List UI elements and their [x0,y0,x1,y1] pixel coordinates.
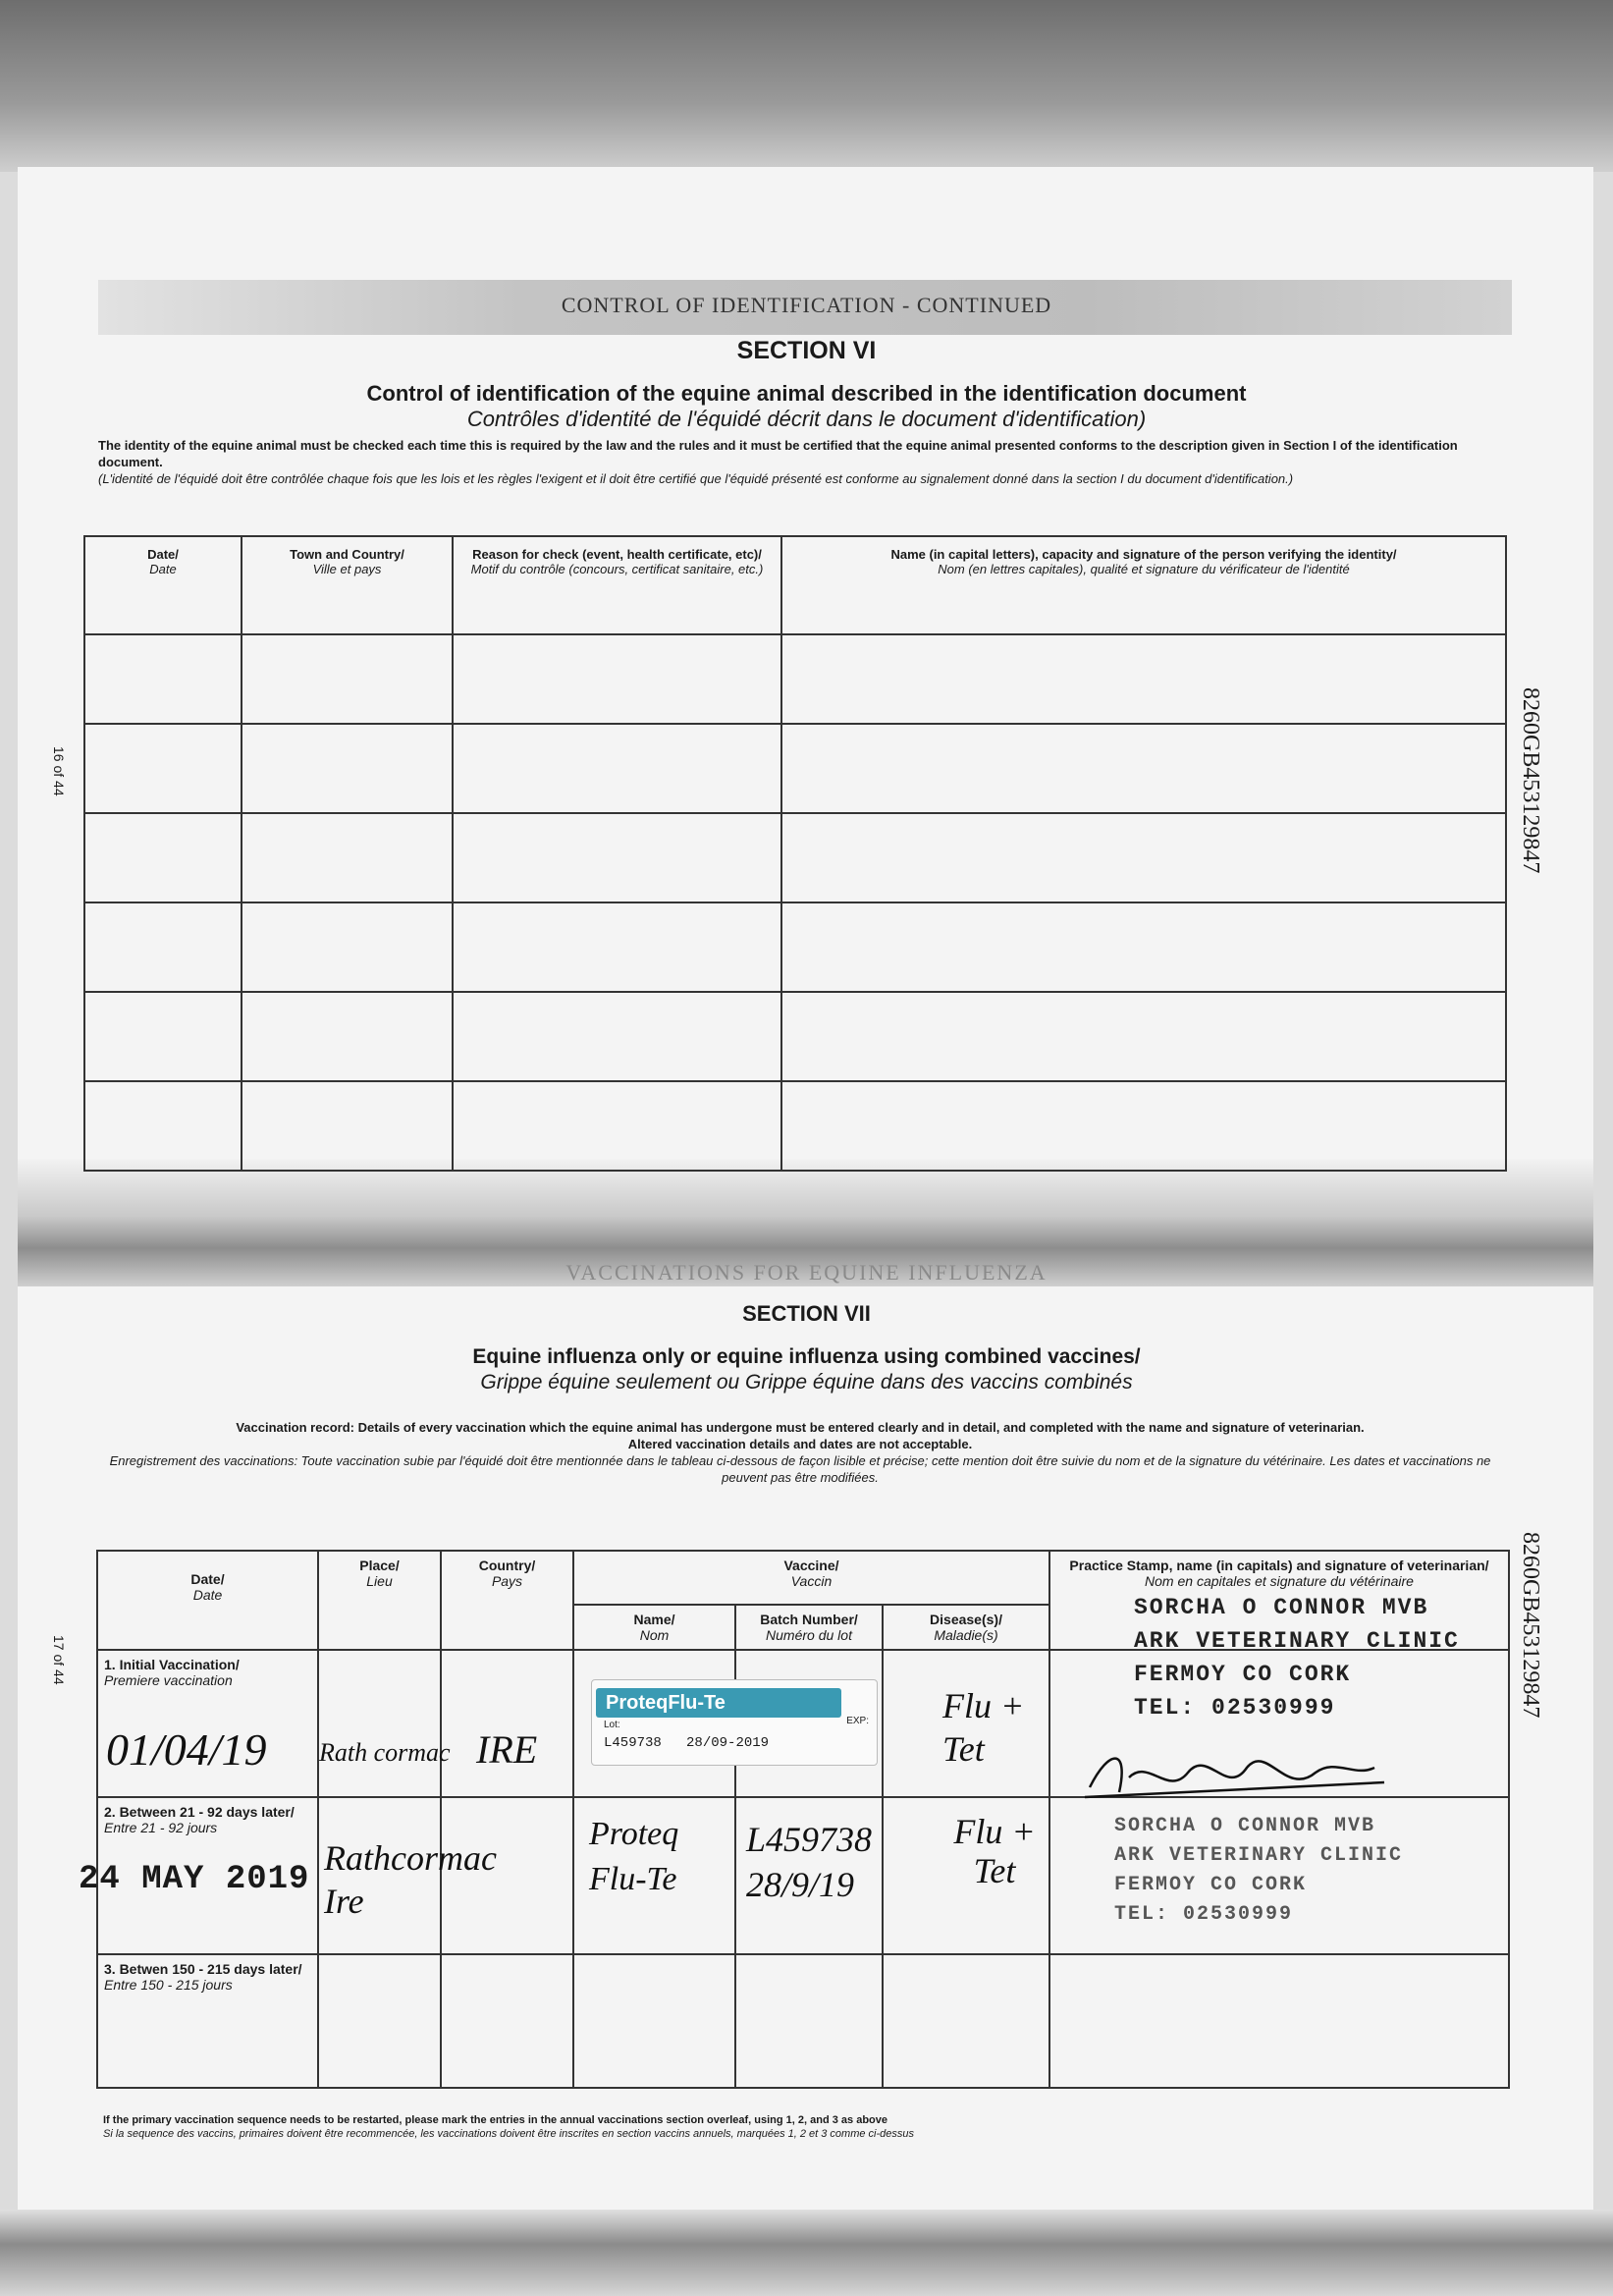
vaccine-exp-label: EXP: [846,1716,869,1726]
stamp-line: TEL: 02530999 [1134,1695,1336,1721]
col-date: Date/ Date [84,536,242,634]
section-vii-heading: Equine influenza only or equine influenza using combined vaccines/ [472,1345,1141,1368]
col-verifier: Name (in capital letters), capacity and signature of the person verifying the identity/ Nom (en lettres capitales), qualité et signature du vérificateur de l'identité [781,536,1506,634]
practice-stamp-2 [1114,1812,1497,1930]
vaccine-lot: L459738 [604,1735,662,1751]
intro-en: The identity of the equine animal must be checked each time this is required by the law and the rules and it must be certified that the equine animal presented conforms to the description given in Section I of the identification document. [98,438,1458,469]
identity-check-table [83,535,1507,1172]
row-label: 1. Initial Vaccination/ Premiere vaccination [97,1650,318,1797]
row1-date: 01/04/19 [106,1724,267,1775]
section-vi-title: SECTION VI [736,337,877,364]
scan-bottom-edge [0,2210,1613,2296]
col-vaccine-name: Name/ Nom [573,1605,735,1650]
section-vi-heading: Control of identification of the equine animal described in the identification document [366,381,1247,406]
col-reason: Reason for check (event, health certificate, etc)/ Motif du contrôle (concours, certificat sanitaire, etc.) [453,536,781,634]
stamp-line: FERMOY CO CORK [1114,1874,1308,1896]
page-number-16: 16 of 44 [51,746,67,796]
vaccine-exp: 28/09-2019 [686,1735,770,1751]
col-practice: Practice Stamp, name (in capitals) and signature of veterinarian/ Nom en capitales et signature du vétérinaire [1049,1551,1509,1650]
vaccine-lot-line [604,1735,769,1751]
row2-batch: L459738 28/9/19 [746,1820,873,1904]
footnote [103,2113,1507,2141]
section-vi-heading-fr: Contrôles d'identité de l'équidé décrit dans le document d'identification) [466,407,1147,431]
col-vaccine: Vaccine/ Vaccin [573,1551,1049,1605]
stamp-line: SORCHA O CONNOR MVB [1114,1815,1376,1837]
row-label: 3. Betwen 150 - 215 days later/ Entre 150 - 215 jours [97,1954,318,2088]
record-fr: Enregistrement des vaccinations: Toute vaccination subie par l'équidé doit être mentionnée dans le tableau ci-dessous de façon lisible et précise; cette mention doit être suivie du nom et de la signature du vétérinaire. Les dates et vaccinations ne peuvent pas être modifiées. [109,1453,1491,1485]
row-label: 2. Between 21 - 92 days later/ Entre 21 - 92 jours [97,1797,318,1954]
col-date: Date/ Date [97,1551,318,1650]
row1-place: Rath cormac [319,1738,451,1767]
intro-fr: (L'identité de l'équidé doit être contrôlée chaque fois que les lois et les règles l'exigent et il doit être certifié que l'équidé présenté est conforme au signalement donné dans la section I du document d'identification.) [98,471,1294,486]
col-place: Place/ Lieu [318,1551,441,1650]
col-town: Town and Country/ Ville et pays [242,536,453,634]
page-number-17: 17 of 44 [51,1635,67,1685]
col-country: Country/ Pays [441,1551,573,1650]
banner-title: CONTROL OF IDENTIFICATION - CONTINUED [561,293,1052,317]
record-en-2: Altered vaccination details and dates are not acceptable. [627,1437,973,1451]
table-row [84,724,1506,813]
section-vii-heading-fr: Grippe équine seulement ou Grippe équine dans des vaccins combinés [480,1371,1133,1394]
row1-country: IRE [476,1727,538,1772]
footnote-en: If the primary vaccination sequence needs to be restarted, please mark the entries in the annual vaccinations section overleaf, using 1, 2, and 3 as above [103,2114,888,2126]
vet-signature-1 [1080,1738,1394,1807]
vaccination-record-note [98,1419,1502,1486]
row2-disease: Flu + Tet [953,1812,1036,1890]
stamp-line: FERMOY CO CORK [1134,1662,1352,1687]
scan-top-shadow [0,0,1613,172]
stamp-line: SORCHA O CONNOR MVB [1134,1595,1429,1620]
record-en: Vaccination record: Details of every vaccination which the equine animal has undergone must be entered clearly and in detail, and completed with the name and signature of veterinarian. [236,1420,1365,1435]
row2-vaccine-name: Proteq Flu-Te [589,1816,679,1897]
row2-place: Rathcormac Ire [324,1838,497,1921]
id-number-lower: 8260GB453129847 [1518,1532,1543,1719]
vaccine-sticker [591,1679,878,1766]
row2-date-stamp: 24 MAY 2019 [79,1861,310,1898]
id-number-upper: 8260GB453129847 [1518,687,1543,874]
table-row [84,1081,1506,1171]
vaccination-row-3 [97,1954,1509,2088]
footnote-fr: Si la sequence des vaccins, primaires doivent être recommencée, les vaccinations doivent être inscrites en section vaccins annuels, marquées 1, 2 et 3 comme ci-dessus [103,2128,915,2140]
col-disease: Disease(s)/ Maladie(s) [883,1605,1049,1650]
stamp-line: TEL: 02530999 [1114,1903,1294,1926]
table-row [84,902,1506,992]
section-vi-intro [98,437,1492,487]
practice-stamp-1 [1134,1591,1497,1724]
vaccine-lot-label: Lot: [604,1720,620,1730]
section-vii-banner: VACCINATIONS FOR EQUINE INFLUENZA [565,1260,1048,1285]
vaccine-brand: ProteqFlu-Te [596,1688,841,1718]
table-row [84,634,1506,724]
section-vii-title: SECTION VII [742,1301,871,1326]
stamp-line: ARK VETERINARY CLINIC [1114,1844,1404,1867]
table-row [84,992,1506,1081]
col-batch: Batch Number/ Numéro du lot [735,1605,883,1650]
table-row [84,813,1506,902]
stamp-line: ARK VETERINARY CLINIC [1134,1628,1460,1654]
row1-disease: Flu + Tet [942,1686,1025,1769]
